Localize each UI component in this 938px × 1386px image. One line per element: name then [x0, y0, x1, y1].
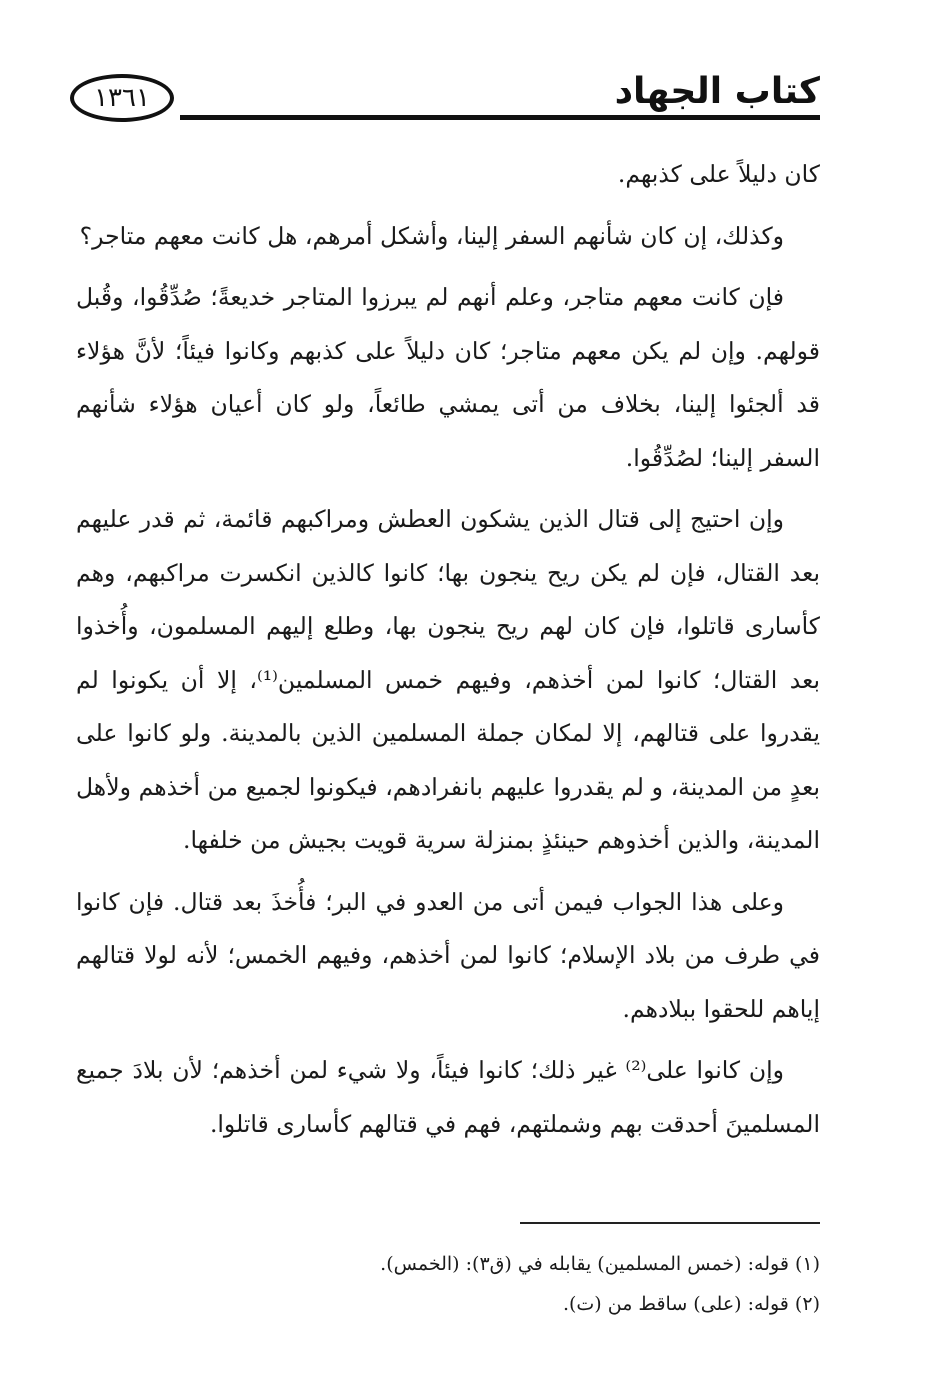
paragraph: كان دليلاً على كذبهم. — [617, 160, 820, 188]
paragraph: وكذلك، إن كان شأنهم السفر إلينا، وأشكل أمرهم، هل كانت معهم متاجر؟ — [79, 221, 784, 250]
footnotes — [100, 1244, 820, 1324]
chapter-title: كتاب الجهاد — [609, 70, 820, 114]
body-text — [76, 148, 820, 1159]
paragraph: وإن كانوا على⁽²⁾ غير ذلك؛ كانوا فيئاً، ولا شيء لمن أخذهم؛ لأن بلادَ جميع المسلمينَ أحدقت بهم وشملتهم، فهم في قتالهم كأسارى قاتلوا. — [76, 1056, 820, 1138]
paragraph: وعلى هذا الجواب فيمن أتى من العدو في البر؛ فأُخذَ بعد قتال. فإن كانوا في طرف من بلاد الإسلام؛ كانوا لمن أخذهم، وفيهم الخمس؛ لأنه لولا قتالهم إياهم للحقوا ببلادهم. — [76, 887, 820, 1023]
footnote: (٢) قوله: (على) ساقط من (ت). — [562, 1293, 820, 1315]
paragraph: فإن كانت معهم متاجر، وعلم أنهم لم يبرزوا المتاجر خديعةً؛ صُدِّقُوا، وقُبل قولهم. وإن لم يكن معهم متاجر؛ كان دليلاً على كذبهم وكانوا فيئاً؛ لأنَّ هؤلاء قد ألجئوا إلينا، بخلاف من أتى يمشي طائعاً، ولو كان أعيان هؤلاء شأنهم السفر إلينا؛ لصُدِّقُوا. — [76, 283, 820, 472]
footnote: (١) قوله: (خمس المسلمين) يقابله في (ق٣): (الخمس). — [380, 1253, 820, 1275]
page-number: ١٣٦١ — [94, 83, 150, 113]
page-number-badge — [70, 74, 174, 122]
header-rule — [180, 115, 820, 120]
paragraph: وإن احتيج إلى قتال الذين يشكون العطش ومراكبهم قائمة، ثم قدر عليهم بعد القتال، فإن لم يكن ريح ينجون بها؛ كانوا كالذين انكسرت مراكبهم، وهم كأسارى قاتلوا، فإن كان لهم ريح ينجون بها، وطلع إليهم المسلمون، وأُخذوا بعد القتال؛ كانوا لمن أخذهم، وفيهم خمس المسلمين⁽¹⁾، إلا أن يكونوا لم يقدروا على قتالهم، إلا لمكان جملة المسلمين الذين بالمدينة. ولو كانوا على بعدٍ من المدينة، و لم يقدروا عليهم بانفرادهم، فيكونوا لجميع من أخذهم ولأهل المدينة، والذين أخذوهم حينئذٍ بمنزلة سرية قويت بجيش من خلفها. — [76, 505, 820, 854]
footnote-separator — [520, 1222, 820, 1224]
page-header — [70, 70, 820, 130]
